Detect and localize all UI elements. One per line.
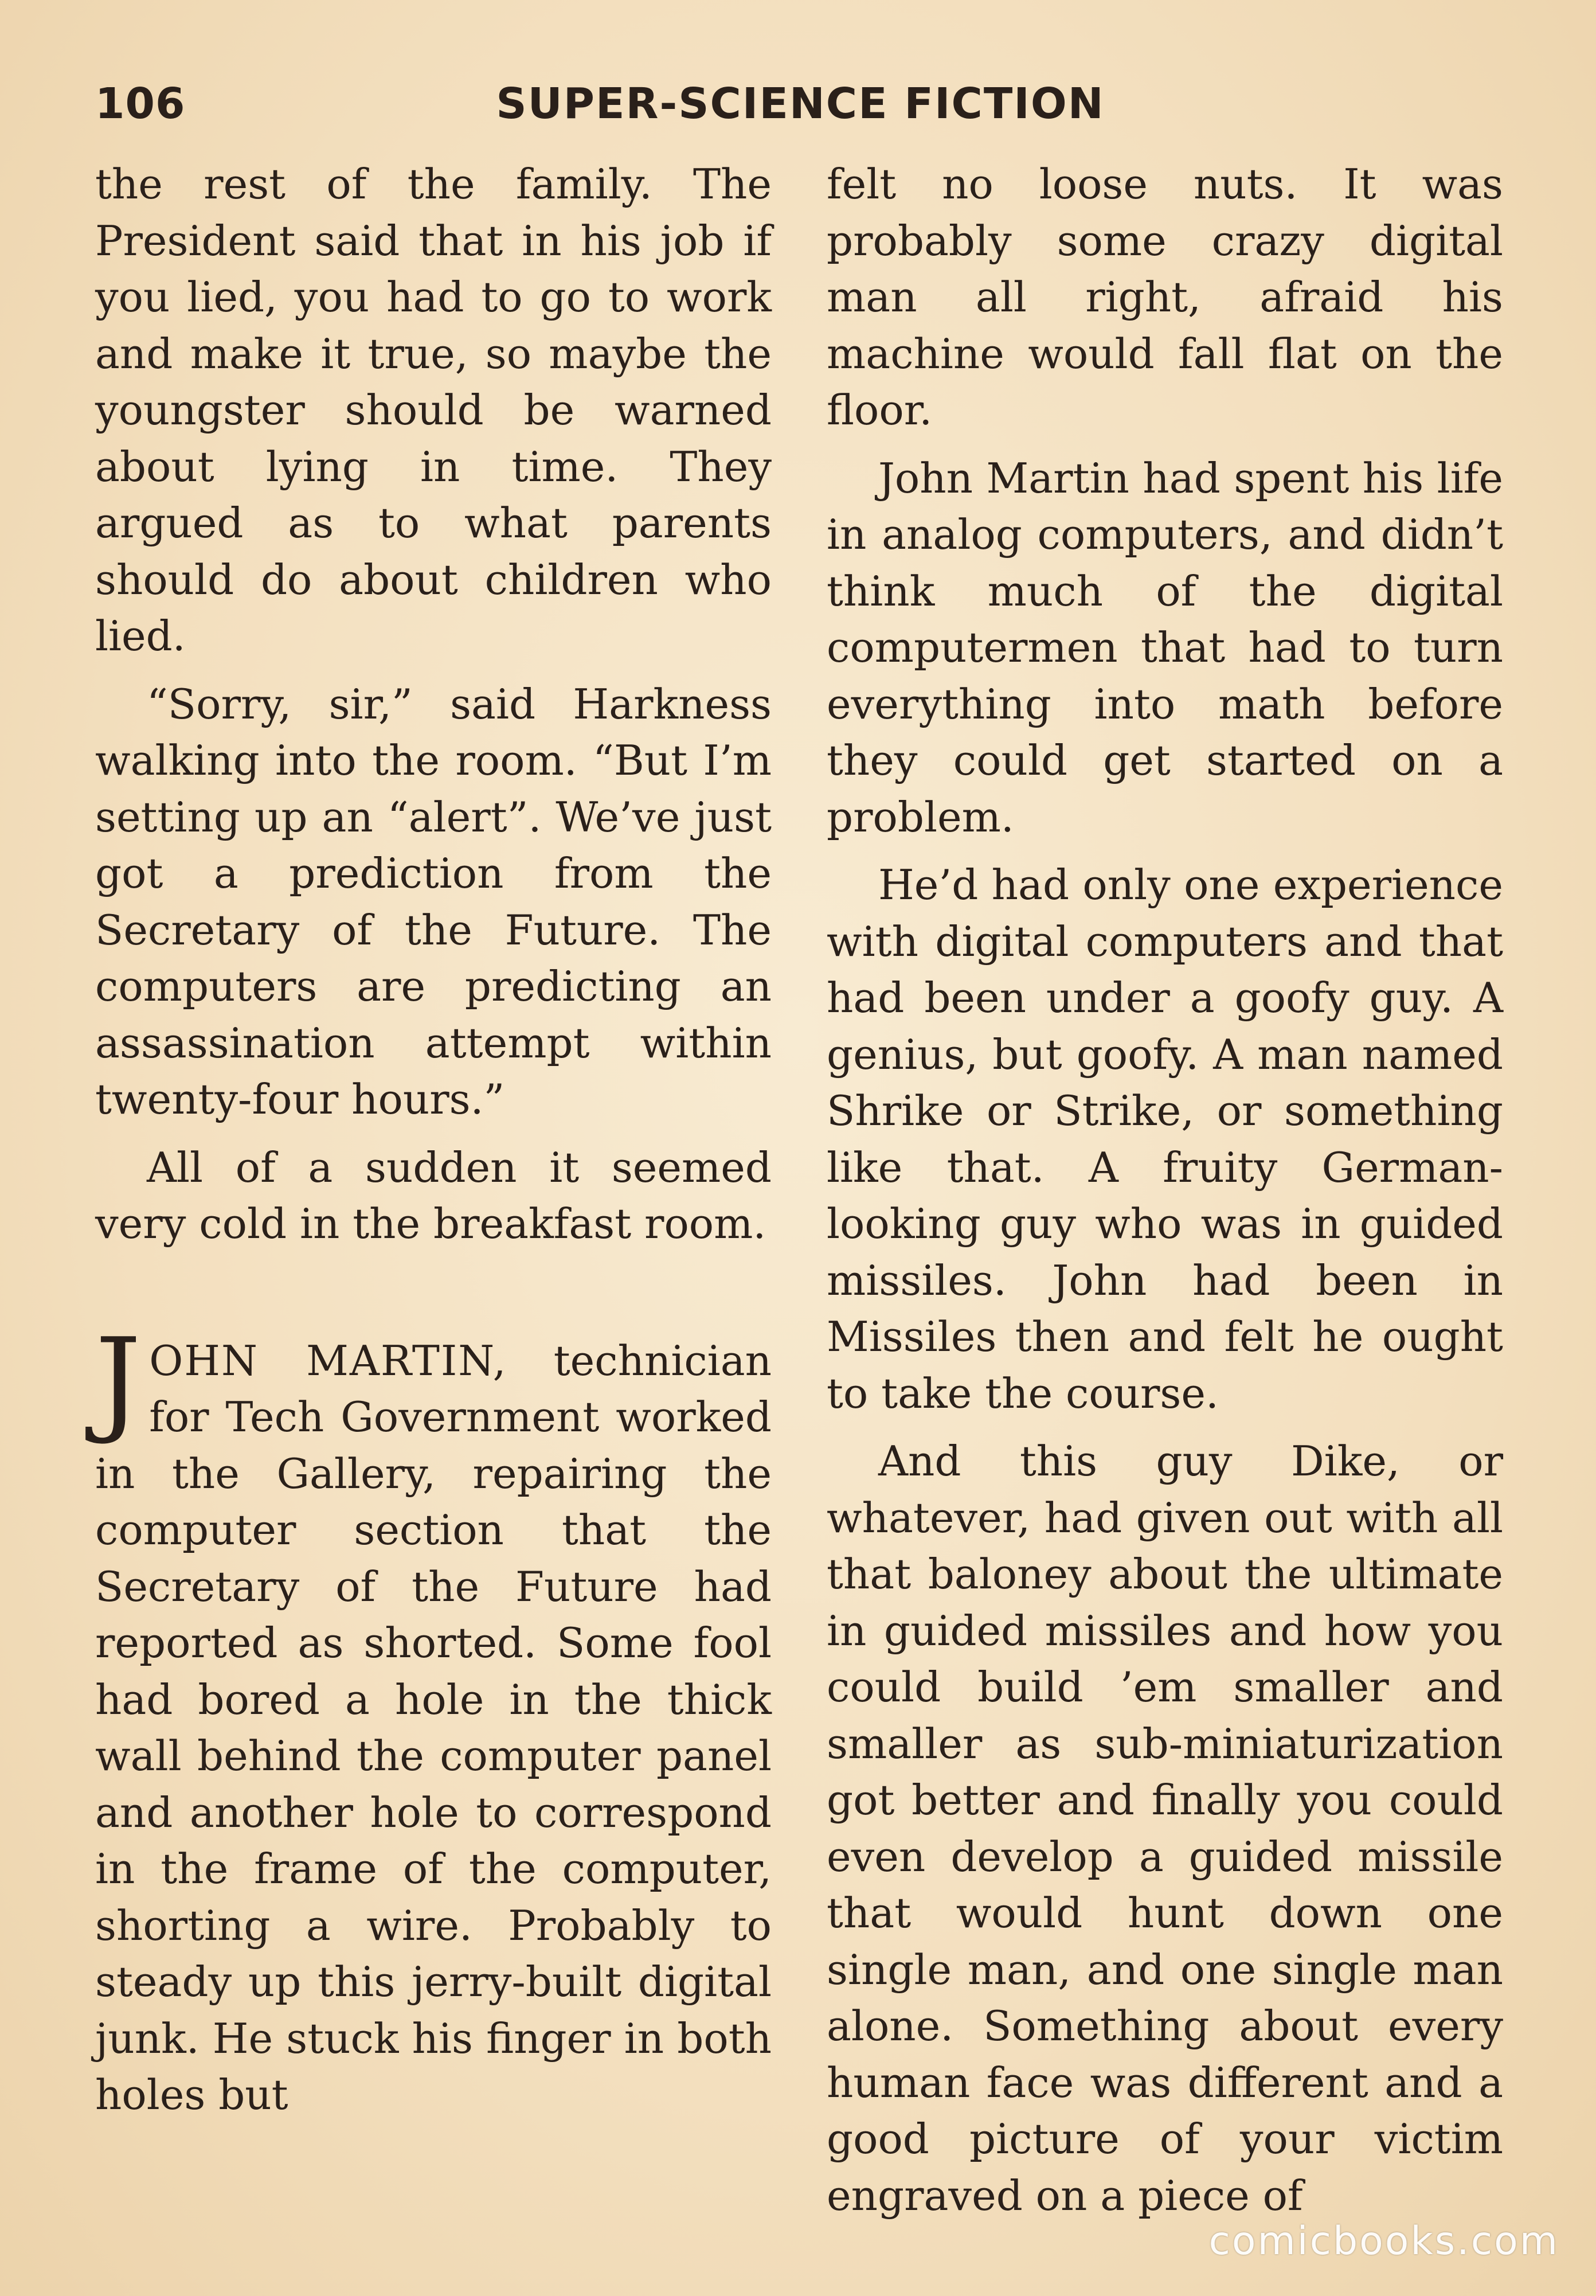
running-title: SUPER-SCIENCE FICTION (496, 79, 1105, 128)
page-number: 106 (95, 79, 186, 128)
paragraph: the rest of the family. The President said that in his job if you lied, you had to go to work and make it true, so maybe the youngster should be warned about lying in time. They argued as to what parents should do about children who lied. (95, 160, 772, 660)
page-header (95, 79, 1505, 142)
paragraph: felt no loose nuts. It was probably some crazy digital man all right, afraid his machine would fall flat on the floor. (827, 160, 1503, 434)
paragraph: He’d had only one experience with digital computers and that had been under a goofy guy. A genius, but goofy. A man named Shrike or Strike, or something like that. A fruity German-looking guy who was in guided missiles. John had been in Missiles then and felt he ought to take the course. (827, 861, 1503, 1418)
paragraph: And this guy Dike, or whatever, had given out with all that baloney about the ultimate in guided missiles and how you could build ’em smaller and smaller as sub-miniaturization got better and finally you could even develop a guided missile that would hunt down one single man, and one single man alone. Something about every human face was different and a good picture of your victim engraved on a piece of (827, 1437, 1503, 2220)
right-column (827, 156, 1503, 2235)
paragraph: All of a sudden it seemed very cold in the breakfast room. (95, 1143, 772, 1248)
section-break (95, 1264, 772, 1333)
watermark: comicbooks.com (1208, 2219, 1559, 2264)
paragraph: John Martin had spent his life in analog computers, and didn’t think much of the digital computermen that had to turn everything into math before they could get started on a problem. (827, 454, 1503, 841)
paragraph-text: technician for Tech Government worked in the Gallery, repairing the computer section that the Secretary of the Future had reported as shorted. Some fool had bored a hole in the thick wall behind the computer panel and another hole to correspond in the frame of the computer, shorting a wire. Probably to steady up this jerry-built digital junk. He stuck his finger in both holes but (95, 1336, 772, 2119)
lead-in-caps: OHN MARTIN, (149, 1336, 507, 1385)
left-column (95, 156, 772, 2135)
drop-cap: J (95, 1313, 142, 1447)
paragraph-with-dropcap (95, 1313, 772, 2123)
paragraph: “Sorry, sir,” said Harkness walking into the room. “But I’m setting up an “alert”. We’ve just got a prediction from the Secretary of the Future. The computers are predicting an assassination attempt within twenty-four hours.” (95, 680, 772, 1123)
